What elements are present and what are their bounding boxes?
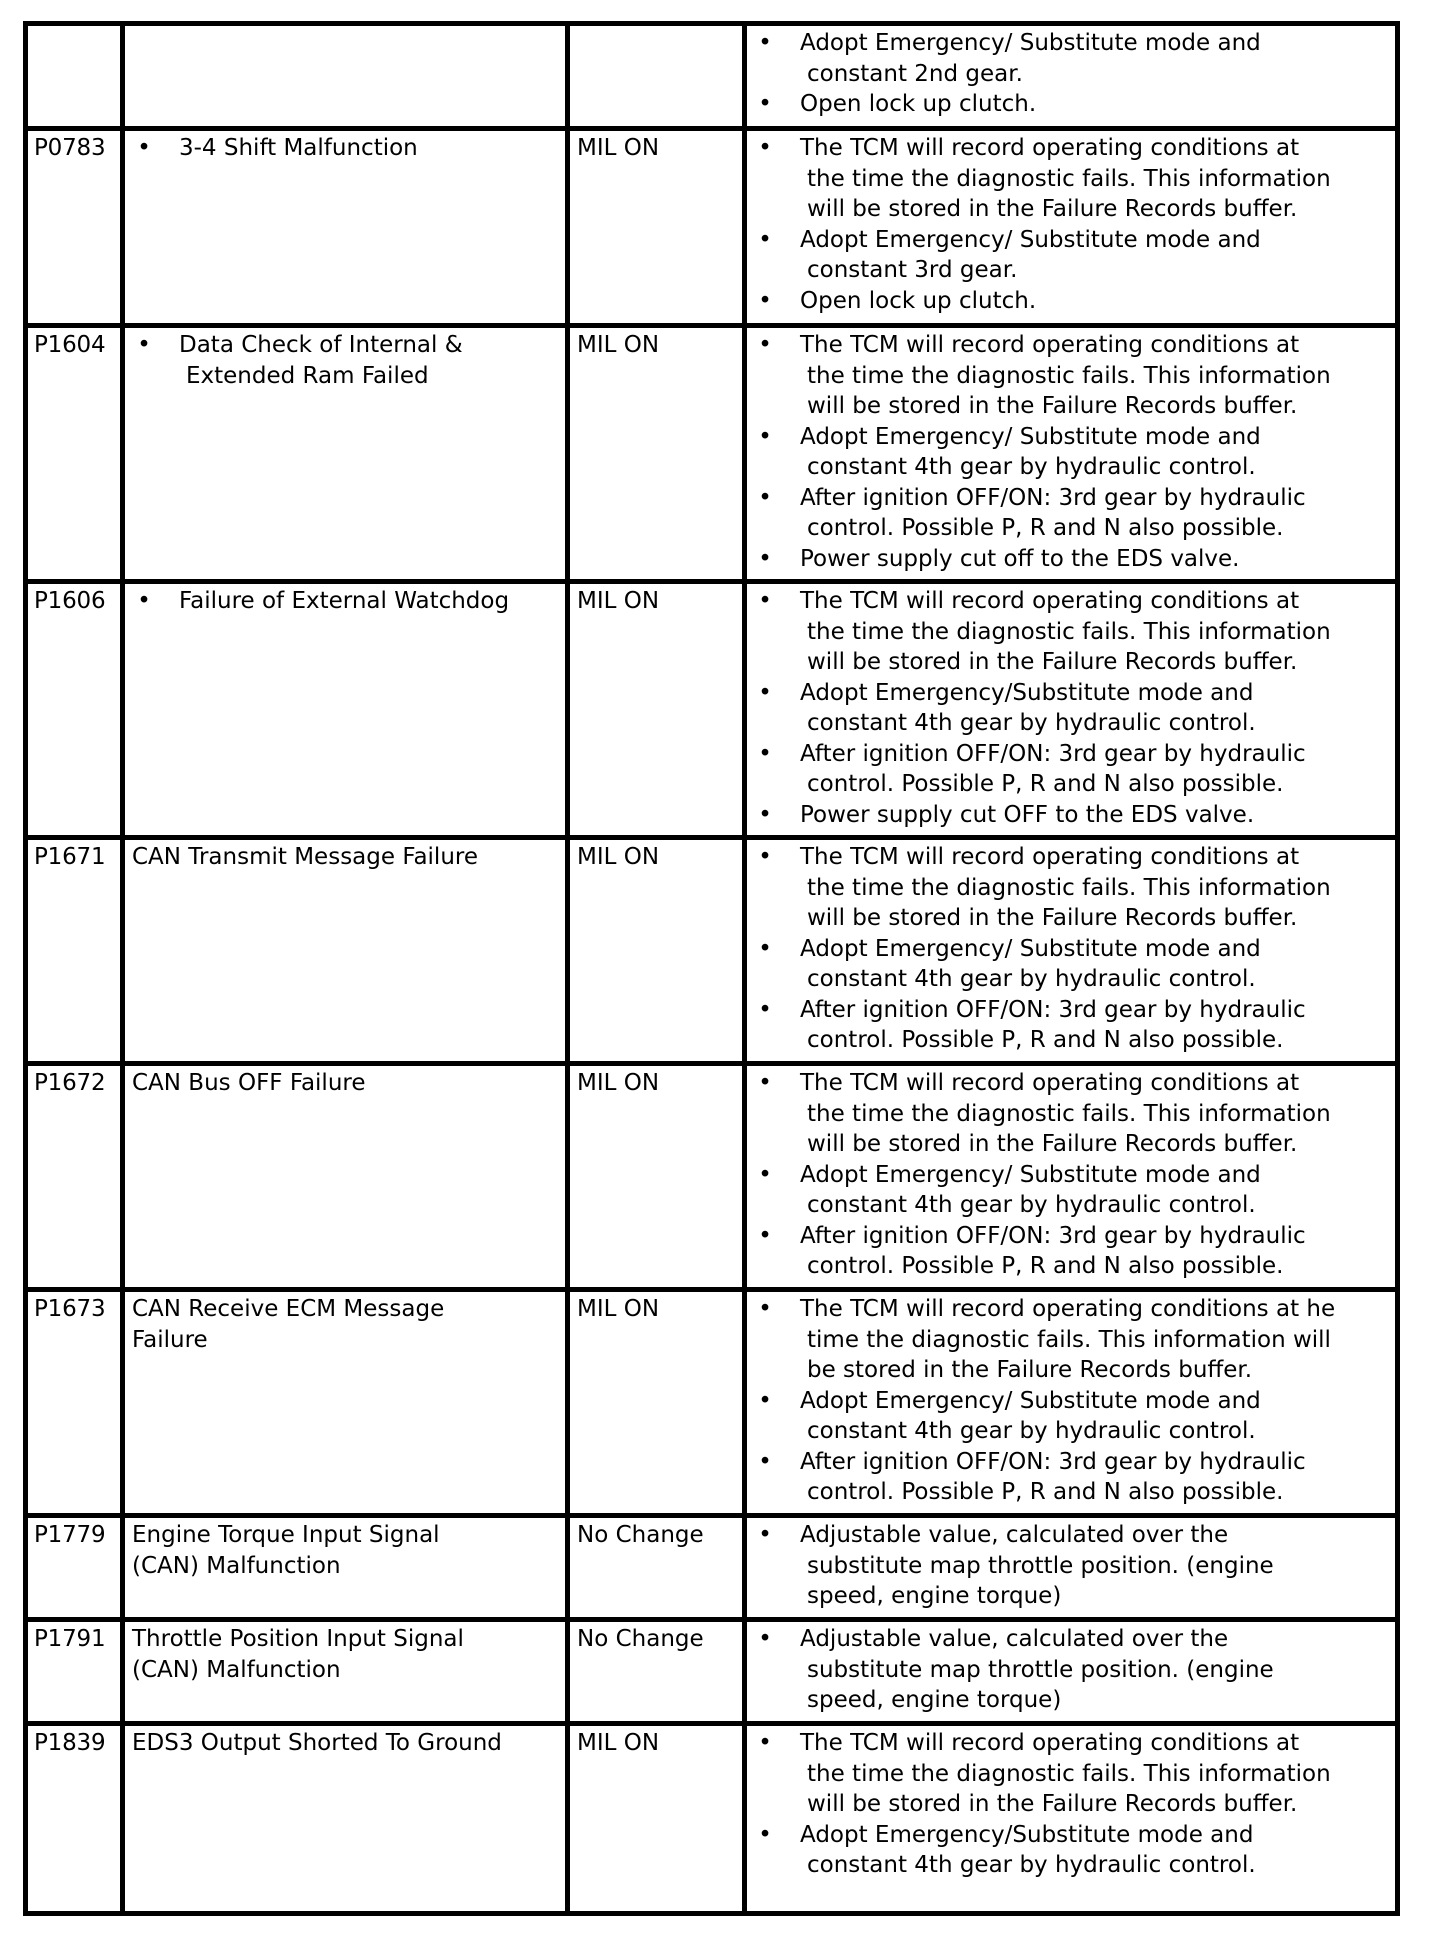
bullet-icon: • [758,740,772,767]
action-item-text: The TCM will record operating conditions at he time the diagnostic fails. This information will be stored in the Failure Records buffer. [800,1296,1336,1383]
table-row [26,1724,1398,1914]
action-item [753,544,1391,575]
table-row [26,1290,1398,1516]
action-item-text: Adopt Emergency/ Substitute mode and constant 4th gear by hydraulic control. [800,1161,1261,1218]
dtc-code-cell [26,1620,123,1724]
description-cell [123,1516,568,1620]
bullet-icon: • [137,332,151,358]
action-item [753,586,1391,678]
table-row [26,1620,1398,1724]
dtc-code-cell [26,1290,123,1516]
action-item [753,739,1391,800]
table-row [26,582,1398,838]
action-item-list [753,1624,1391,1716]
bullet-icon: • [758,1626,772,1652]
dtc-code: P1791 [34,1626,106,1652]
action-item [753,1520,1391,1612]
action-item-text: After ignition OFF/ON: 3rd gear by hydraulic control. Possible P, R and N also possible. [800,996,1306,1053]
action-item-text: The TCM will record operating conditions at the time the diagnostic fails. This information will be stored in the Failure Records buffer. [800,135,1331,222]
actions-cell [745,1724,1398,1914]
action-item-list [753,842,1391,1056]
mil-status: MIL ON [577,1296,660,1322]
description-cell [123,582,568,838]
action-item [753,995,1391,1056]
table-row [26,838,1398,1064]
action-item-list [753,330,1391,574]
action-item-text: Adopt Emergency/ Substitute mode and constant 2nd gear. [800,30,1261,87]
action-item-text: Power supply cut OFF to the EDS valve. [800,801,1255,828]
description-cell [123,1620,568,1724]
mil-status: MIL ON [577,1730,660,1756]
action-item-text: The TCM will record operating conditions at the time the diagnostic fails. This information will be stored in the Failure Records buffer. [800,844,1331,931]
action-item-text: Adjustable value, calculated over the substitute map throttle position. (engine speed, engine torque) [800,1522,1274,1609]
action-item-text: After ignition OFF/ON: 3rd gear by hydraulic control. Possible P, R and N also possible. [800,740,1306,797]
action-item-text: After ignition OFF/ON: 3rd gear by hydraulic control. Possible P, R and N also possible. [800,1448,1306,1505]
bullet-icon: • [758,484,772,511]
bullet-icon: • [758,1222,772,1249]
bullet-icon: • [758,1387,772,1414]
action-item-text: Adopt Emergency/Substitute mode and constant 4th gear by hydraulic control. [800,679,1256,736]
mil-status-cell [568,24,745,129]
mil-status-cell [568,129,745,326]
mil-status-cell [568,1290,745,1516]
bullet-icon: • [758,1161,772,1188]
action-item-list [753,1294,1391,1508]
description-cell [123,129,568,326]
description-item [132,133,558,164]
action-item-text: Adopt Emergency/Substitute mode and constant 4th gear by hydraulic control. [800,1821,1256,1878]
action-item-text: Adjustable value, calculated over the substitute map throttle position. (engine speed, engine torque) [800,1626,1274,1713]
dtc-table-body [26,24,1398,1914]
description-item-text: Data Check of Internal & Extended Ram Failed [179,332,463,389]
actions-cell [745,582,1398,838]
action-item-text: The TCM will record operating conditions at the time the diagnostic fails. This information will be stored in the Failure Records buffer. [800,1070,1331,1157]
actions-cell [745,1516,1398,1620]
action-item [753,1386,1391,1447]
bullet-icon: • [758,332,772,358]
description-text: (CAN) Malfunction [132,1552,341,1579]
mil-status: MIL ON [577,332,660,358]
mil-status-cell [568,1516,745,1620]
description-item-text: 3-4 Shift Malfunction [179,135,418,161]
description-text: CAN Transmit Message Failure [132,844,478,870]
description-cell [123,1064,568,1290]
bullet-icon: • [758,801,772,828]
description-cell [123,24,568,129]
actions-cell [745,1064,1398,1290]
dtc-code-cell [26,838,123,1064]
bullet-icon: • [758,1296,772,1322]
action-item [753,934,1391,995]
action-item-text: Adopt Emergency/ Substitute mode and constant 4th gear by hydraulic control. [800,935,1261,992]
description-text: CAN Receive ECM Message [132,1296,445,1322]
bullet-icon: • [758,935,772,962]
table-row [26,129,1398,326]
dtc-code-cell [26,582,123,838]
action-item-text: The TCM will record operating conditions at the time the diagnostic fails. This information will be stored in the Failure Records buffer. [800,332,1331,419]
dtc-code-cell [26,129,123,326]
action-item [753,1294,1391,1386]
dtc-code: P1606 [34,588,106,614]
description-cell [123,1724,568,1914]
actions-cell [745,129,1398,326]
dtc-code-cell [26,1724,123,1914]
bullet-icon: • [758,226,772,253]
mil-status-cell [568,1064,745,1290]
mil-status-cell [568,1620,745,1724]
bullet-icon: • [758,679,772,706]
action-item [753,28,1391,89]
description-text: Throttle Position Input Signal [132,1626,464,1652]
table-row [26,24,1398,129]
action-item-list [753,1068,1391,1282]
description-item-list [132,133,558,164]
bullet-icon: • [758,1448,772,1475]
bullet-icon: • [758,1821,772,1848]
action-item [753,422,1391,483]
mil-status: No Change [577,1626,704,1652]
bullet-icon: • [137,135,151,161]
description-item-list [132,330,558,391]
description-text: CAN Bus OFF Failure [132,1070,366,1096]
description-item [132,330,558,391]
action-item [753,1447,1391,1508]
action-item [753,842,1391,934]
dtc-code: P1671 [34,844,106,870]
description-cell [123,1290,568,1516]
action-item-list [753,1520,1391,1612]
dtc-code: P1604 [34,332,106,358]
description-text: Engine Torque Input Signal [132,1522,440,1548]
dtc-code-cell [26,326,123,582]
action-item [753,225,1391,286]
action-item [753,89,1391,120]
description-cell [123,326,568,582]
mil-status: No Change [577,1522,704,1548]
table-row [26,1064,1398,1290]
bullet-icon: • [758,1522,772,1548]
dtc-code: P1839 [34,1730,106,1756]
mil-status: MIL ON [577,135,660,161]
action-item [753,1068,1391,1160]
dtc-table [23,21,1400,1916]
action-item [753,330,1391,422]
bullet-icon: • [758,588,772,614]
description-text: Failure [132,1326,208,1353]
bullet-icon: • [758,30,772,56]
action-item [753,483,1391,544]
mil-status: MIL ON [577,844,660,870]
bullet-icon: • [758,545,772,572]
action-item [753,133,1391,225]
table-row [26,326,1398,582]
dtc-code: P1779 [34,1522,106,1548]
action-item-list [753,133,1391,316]
mil-status-cell [568,326,745,582]
action-item [753,1820,1391,1881]
action-item [753,286,1391,317]
bullet-icon: • [758,996,772,1023]
action-item [753,800,1391,831]
mil-status: MIL ON [577,588,660,614]
dtc-code: P0783 [34,135,106,161]
bullet-icon: • [758,91,772,117]
description-item [132,586,558,617]
actions-cell [745,1620,1398,1724]
action-item-text: Open lock up clutch. [800,91,1037,117]
bullet-icon: • [758,1730,772,1756]
action-item-text: Adopt Emergency/ Substitute mode and constant 3rd gear. [800,226,1261,283]
description-text: (CAN) Malfunction [132,1656,341,1683]
action-item-list [753,586,1391,830]
mil-status-cell [568,1724,745,1914]
bullet-icon: • [758,423,772,450]
action-item [753,1728,1391,1820]
bullet-icon: • [758,844,772,870]
description-cell [123,838,568,1064]
action-item-text: After ignition OFF/ON: 3rd gear by hydraulic control. Possible P, R and N also possible. [800,484,1306,541]
action-item-list [753,28,1391,120]
actions-cell [745,326,1398,582]
action-item [753,678,1391,739]
dtc-code-cell [26,1064,123,1290]
dtc-code: P1673 [34,1296,106,1322]
actions-cell [745,24,1398,129]
action-item [753,1221,1391,1282]
actions-cell [745,1290,1398,1516]
description-item-list [132,586,558,617]
bullet-icon: • [137,588,151,614]
mil-status-cell [568,838,745,1064]
action-item-text: Adopt Emergency/ Substitute mode and constant 4th gear by hydraulic control. [800,423,1261,480]
dtc-code-cell [26,1516,123,1620]
mil-status-cell [568,582,745,838]
action-item [753,1624,1391,1716]
action-item [753,1160,1391,1221]
description-item-text: Failure of External Watchdog [179,588,510,614]
action-item-list [753,1728,1391,1881]
dtc-code: P1672 [34,1070,106,1096]
action-item-text: The TCM will record operating conditions at the time the diagnostic fails. This information will be stored in the Failure Records buffer. [800,588,1331,675]
actions-cell [745,838,1398,1064]
description-text: EDS3 Output Shorted To Ground [132,1730,502,1756]
bullet-icon: • [758,287,772,314]
action-item-text: Power supply cut off to the EDS valve. [800,545,1240,572]
action-item-text: Open lock up clutch. [800,287,1037,314]
action-item-text: After ignition OFF/ON: 3rd gear by hydraulic control. Possible P, R and N also possible. [800,1222,1306,1279]
bullet-icon: • [758,1070,772,1096]
dtc-code-cell [26,24,123,129]
table-row [26,1516,1398,1620]
action-item-text: Adopt Emergency/ Substitute mode and constant 4th gear by hydraulic control. [800,1387,1261,1444]
bullet-icon: • [758,135,772,161]
mil-status: MIL ON [577,1070,660,1096]
action-item-text: The TCM will record operating conditions at the time the diagnostic fails. This information will be stored in the Failure Records buffer. [800,1730,1331,1817]
